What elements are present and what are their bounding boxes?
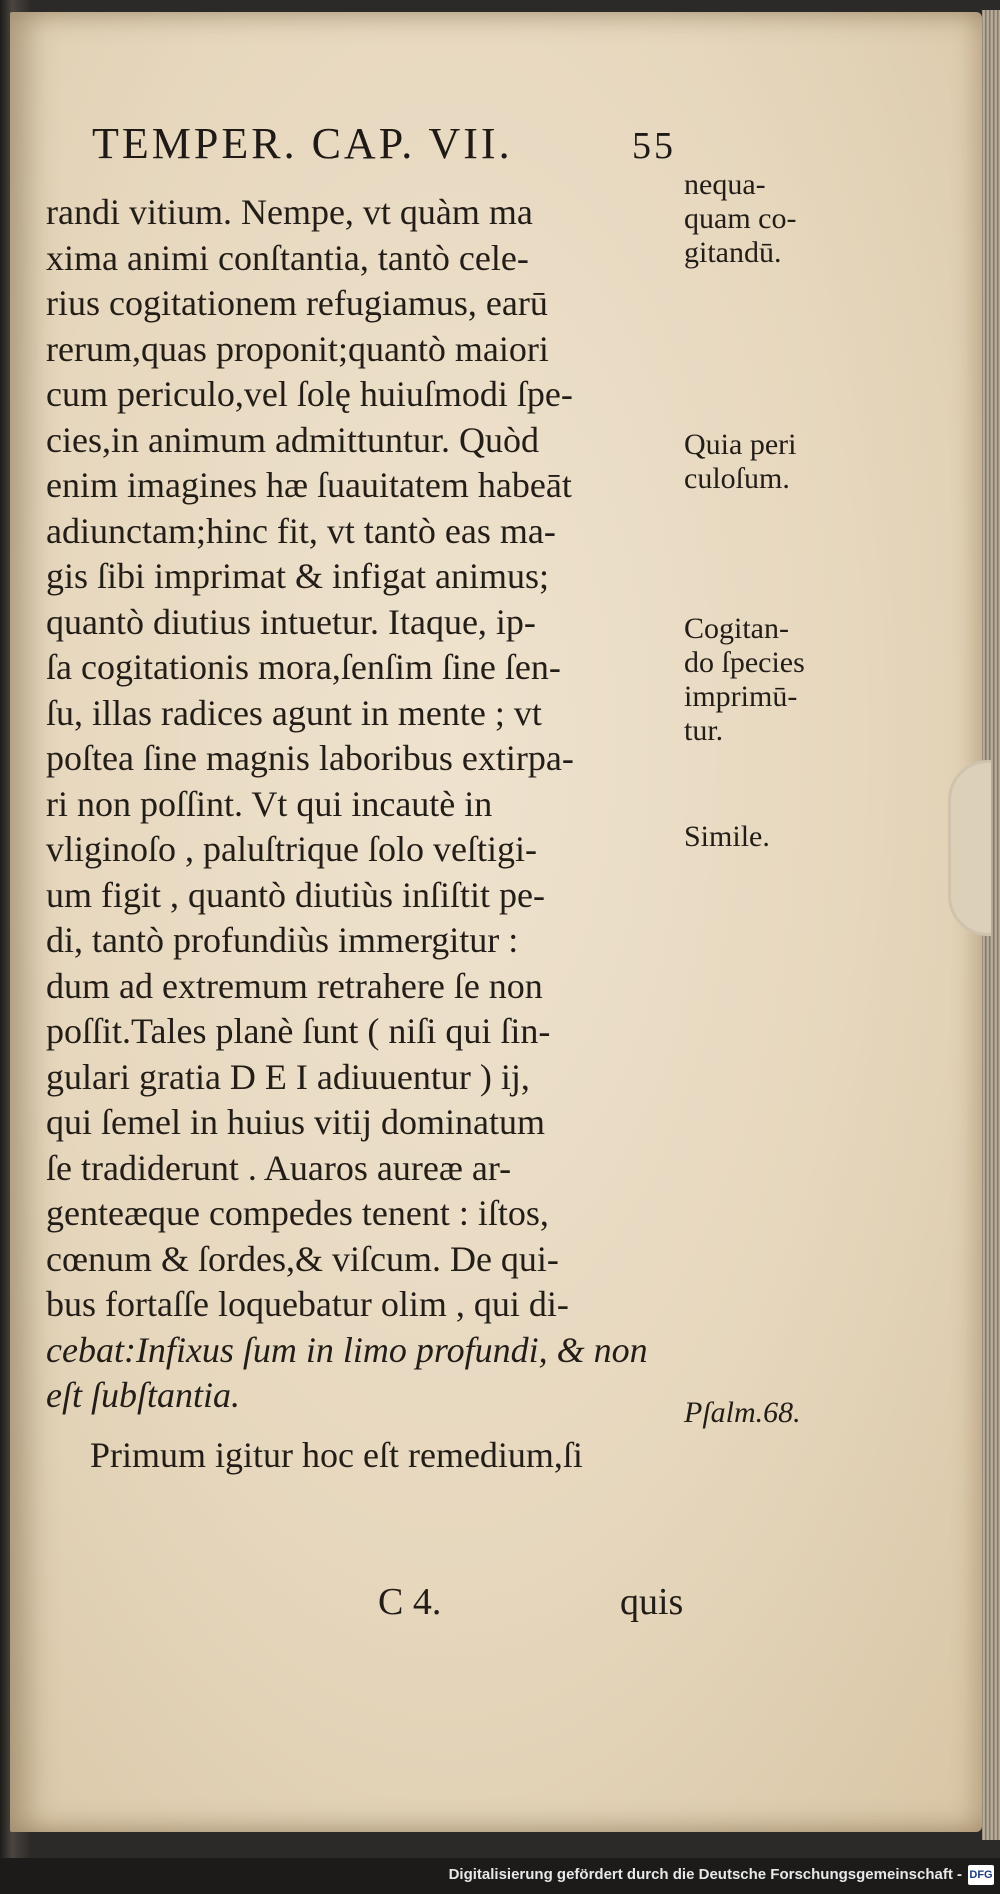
scripture-quote-line: cebat:Infixus ſum in limo profundi, & non <box>46 1329 648 1370</box>
margin-note-line: culoſum. <box>684 462 790 495</box>
dfg-logo: DFG <box>968 1865 994 1885</box>
margin-note-line: do ſpecies <box>684 646 805 679</box>
text-line: dum ad extremum retrahere ſe non <box>46 965 543 1006</box>
margin-note-line: imprimū- <box>684 680 798 713</box>
text-line: randi vitium. Nempe, vt quàm ma <box>46 192 533 232</box>
margin-note <box>684 1396 884 1430</box>
signature-mark: C 4. <box>378 1581 442 1623</box>
text-line: genteæque compedes tenent : iſtos, <box>46 1193 549 1233</box>
text-line: ſe tradiderunt . Auaros aureæ ar- <box>46 1147 512 1188</box>
margin-note <box>684 428 884 496</box>
margin-note-line: quam co- <box>684 202 797 235</box>
margin-note-line: gitandū. <box>684 236 782 269</box>
margin-note <box>684 168 884 270</box>
text-line: ſu, illas radices agunt in mente ; vt <box>46 692 542 733</box>
page-number: 55 <box>632 125 676 167</box>
margin-note-line: tur. <box>684 714 724 747</box>
margin-note-line: Simile. <box>684 820 770 853</box>
text-line: poſtea ſine magnis laboribus extirpa- <box>46 738 574 778</box>
margin-note <box>684 820 884 854</box>
text-line: adiunctam;hinc fit, vt tantò eas ma- <box>46 510 556 551</box>
catchword: quis <box>620 1581 684 1623</box>
text-line: cum periculo,vel ſolę huiuſmodi ſpe- <box>46 374 573 414</box>
page-header <box>92 118 692 178</box>
text-line: enim imagines hæ ſuauitatem habeāt <box>46 465 572 505</box>
text-line: ri non poſſint. Vt qui incautè in <box>46 783 493 824</box>
text-line: di, tantò profundiùs immergitur : <box>46 920 519 960</box>
funding-credit: Digitalisierung gefördert durch die Deutsche Forschungsgemeinschaft - <box>448 1866 962 1883</box>
text-line: gis ſibi imprimat & infigat animus; <box>46 556 549 596</box>
text-line: cœnum & ſordes,& viſcum. De qui- <box>46 1238 559 1279</box>
text-line: gulari gratia D E I adiuuentur ) ij, <box>46 1056 530 1097</box>
text-line: bus fortaſſe loquebatur olim , qui di- <box>46 1284 569 1324</box>
text-line: um figit , quantò diutiùs inſiſtit pe- <box>46 874 545 915</box>
text-line: qui ſemel in huius vitij dominatum <box>46 1102 545 1142</box>
running-title: TEMPER. CAP. VII. <box>92 119 513 168</box>
text-line: quantò diutius intuetur. Itaque, ip- <box>46 601 536 642</box>
margin-note-line: Quia peri <box>684 428 797 461</box>
margin-note-line: nequa- <box>684 168 766 201</box>
page-tab <box>948 760 991 936</box>
text-line: rerum,quas proponit;quantò maiori <box>46 328 549 369</box>
body-text <box>46 190 686 1478</box>
margin-note-line: Cogitan- <box>684 612 789 645</box>
text-line: poſſit.Tales planè ſunt ( niſi qui ſin- <box>46 1011 551 1051</box>
scripture-quote-line: eſt ſubſtantia. <box>46 1375 240 1415</box>
text-line: cies,in animum admittuntur. Quòd <box>46 419 539 460</box>
text-line: vliginoſo , paluſtrique ſolo veſtigi- <box>46 829 537 869</box>
footer-bar <box>0 1858 1000 1894</box>
paragraph-start-line: Primum igitur hoc eſt remedium,ſi <box>90 1434 583 1475</box>
text-line: rius cogitationem refugiamus, earū <box>46 283 548 323</box>
margin-note <box>684 612 884 748</box>
text-line: ſa cogitationis mora,ſenſim ſine ſen- <box>46 647 561 687</box>
text-line: xima animi conſtantia, tantò cele- <box>46 237 529 278</box>
margin-note-line: Pſalm.68. <box>684 1396 801 1429</box>
